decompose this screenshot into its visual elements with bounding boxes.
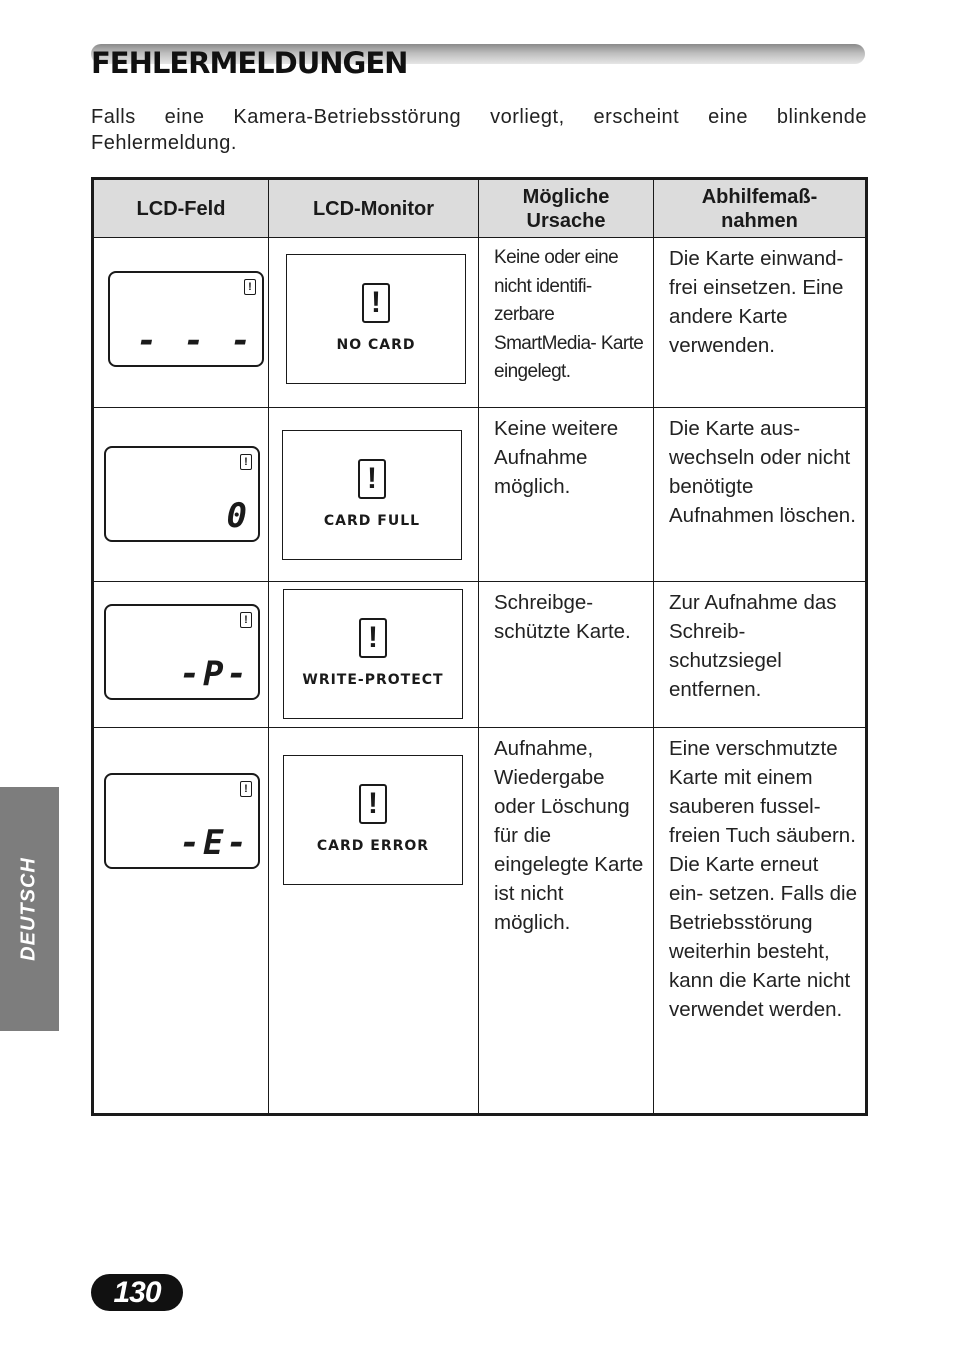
lcd-panel-illustration — [104, 446, 260, 542]
lcd-segment-display: -P- — [179, 654, 250, 694]
cause-cell: Schreibge- schützte Karte. — [479, 582, 654, 728]
lcd-panel-cell — [93, 728, 269, 1115]
remedy-cell: Die Karte einwand-frei einsetzen. Eine andere Karte verwenden. — [654, 238, 867, 408]
lcd-monitor-illustration — [286, 254, 466, 384]
header-lcd-monitor: LCD-Monitor — [269, 179, 479, 238]
warning-icon: ! — [240, 454, 252, 470]
remedy-cell: Zur Aufnahme das Schreib- schutzsiegel entfernen. — [654, 582, 867, 728]
cause-cell: Keine oder eine nicht identifi- zerbare SmartMedia- Karte eingelegt. — [479, 238, 654, 408]
remedy-cell: Eine verschmutzte Karte mit einem sauberen fussel- freien Tuch säubern. Die Karte erneut ein- setzen. Falls die Betriebsstörung weiterhin besteht, kann die Karte nicht verwendet werden. — [654, 728, 867, 1115]
intro-paragraph: Falls eine Kamera-Betriebsstörung vorliegt, erscheint eine blinkende Fehlermeldung. — [91, 106, 867, 154]
table-row — [93, 238, 867, 408]
table-row — [93, 728, 867, 1115]
header-cause: Mögliche Ursache — [479, 179, 654, 238]
monitor-message: NO CARD — [336, 337, 416, 353]
lcd-monitor-cell — [269, 238, 479, 408]
lcd-monitor-illustration — [282, 430, 462, 560]
table-row — [93, 582, 867, 728]
cause-cell: Keine weitere Aufnahme möglich. — [479, 408, 654, 582]
lcd-monitor-cell — [269, 408, 479, 582]
lcd-segment-display: - - - — [136, 321, 254, 361]
monitor-message: CARD FULL — [323, 513, 421, 529]
lcd-panel-cell — [93, 408, 269, 582]
warning-icon: ! — [358, 459, 386, 499]
page-title: FEHLERMELDUNGEN — [91, 46, 408, 80]
lcd-monitor-illustration — [283, 755, 463, 885]
lcd-panel-illustration — [104, 773, 260, 869]
language-side-tab — [0, 787, 59, 1031]
header-lcd-panel: LCD-Feld — [93, 179, 269, 238]
lcd-monitor-illustration — [283, 589, 463, 719]
monitor-message: CARD ERROR — [316, 838, 430, 854]
side-tab-label: DEUTSCH — [17, 857, 40, 961]
lcd-segment-display: 0 — [226, 496, 250, 536]
error-table — [91, 177, 868, 1116]
lcd-monitor-cell — [269, 582, 479, 728]
cause-cell: Aufnahme, Wiedergabe oder Löschung für die eingelegte Karte ist nicht möglich. — [479, 728, 654, 1115]
warning-icon: ! — [240, 781, 252, 797]
warning-icon: ! — [359, 784, 387, 824]
warning-icon: ! — [359, 618, 387, 658]
warning-icon: ! — [362, 283, 390, 323]
lcd-panel-illustration — [108, 271, 264, 367]
lcd-monitor-cell — [269, 728, 479, 1115]
table-header-row — [93, 179, 867, 238]
table-row — [93, 408, 867, 582]
page-number: 130 — [91, 1274, 183, 1311]
monitor-message: WRITE-PROTECT — [302, 672, 444, 688]
lcd-panel-cell — [93, 582, 269, 728]
warning-icon: ! — [240, 612, 252, 628]
warning-icon: ! — [244, 279, 256, 295]
lcd-panel-illustration — [104, 604, 260, 700]
lcd-panel-cell — [93, 238, 269, 408]
lcd-segment-display: -E- — [179, 823, 250, 863]
header-remedy: Abhilfemaß- nahmen — [654, 179, 867, 238]
remedy-cell: Die Karte aus- wechseln oder nicht benötigte Aufnahmen löschen. — [654, 408, 867, 582]
